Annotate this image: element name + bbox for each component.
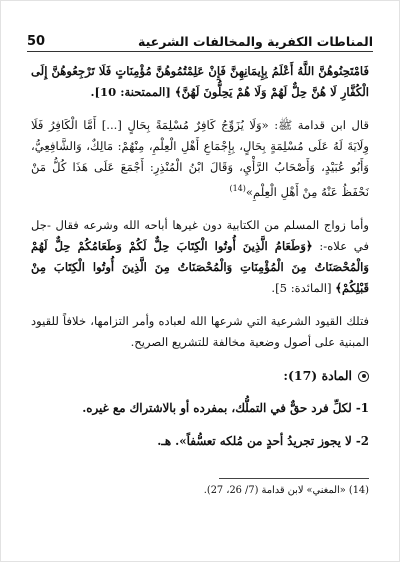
footnote-marker: (14) <box>229 184 246 193</box>
running-title: المناطات الكفرية والمخالفات الشرعية <box>137 34 373 49</box>
header-rule <box>27 51 373 52</box>
page-body <box>31 61 369 464</box>
footnote-rule <box>219 478 369 479</box>
page-header <box>27 27 373 49</box>
quran-verse-maida-ref: [المائدة: 5]. <box>271 280 336 295</box>
bullet-icon <box>358 371 369 382</box>
marriage-paragraph <box>31 215 369 299</box>
page-number: 50 <box>27 34 46 49</box>
quran-verse-mumtahana: فَامْتَحِنُوهُنَّ اللَّهُ أَعْلَمُ بِإِيمَانِهِنَّ فَإِنْ عَلِمْتُمُوهُنَّ مُؤْمِنَاتٍ فَلَا تَرْجِعُوهُنَّ إِلَى الْكُفَّارِ لَا هُنَّ حِلٌّ لَهُمْ وَلَا هُمْ يَحِلُّونَ لَهُنَّ﴾ [الممتحنة: 10]. <box>31 64 369 99</box>
ibn-qudama-quote <box>31 115 369 203</box>
article-heading <box>31 365 369 386</box>
article-item-1: 1- لكلِّ فرد حقٌّ في التملُّك، بمفرده أو بالاشتراك مع غيره. <box>82 400 369 415</box>
ibn-qudama-text: قال ابن قدامة ﷺ: «وَلَا يُزَوِّجُ كَافِرٌ مُسْلِمَةً بِحَالٍ [...] أَمَّا الْكَافِرُ فَلَا وِلَايَةَ لَهُ عَلَى مُسْلِمَةٍ بِحَالٍ، بِإِجْمَاعِ أَهْلِ الْعِلْمِ، مِنْهُمْ: مَالِكٌ، وَالشَّافِعِيُّ، وَأَبُو عُبَيْدٍ، وَأَصْحَابُ الرَّأْيِ، وَقَالَ ابْنُ الْمُنْذِرِ: أَجْمَعَ عَلَى هَذَا كُلُّ مَنْ نَحْفَظُ عَنْهُ مِنْ أَهْلِ الْعِلْمِ» <box>31 118 369 199</box>
conclusion-paragraph: فتلك القيود الشرعية التي شرعها الله لعباده وأمر التزامها، خلافاً للقيود المبنية على أصول وضعية مخالفة للتشريع الصريح. <box>31 313 369 349</box>
quran-verse-maida: ﴿وَطَعَامُ الَّذِينَ أُوتُوا الْكِتَابَ حِلٌّ لَكُمْ وَطَعَامُكُمْ حِلٌّ لَهُمْ وَالْمُحْصَنَاتُ مِنَ الْمُؤْمِنَاتِ وَالْمُحْصَنَاتُ مِنَ الَّذِينَ أُوتُوا الْكِتَابَ مِنْ قَبْلِكُمْ﴾ <box>31 238 369 295</box>
footnote: (14) «المغني» لابن قدامة (7/ 26، 27). <box>203 485 369 496</box>
article-heading-label: المادة (17): <box>283 367 352 383</box>
marriage-intro: وأما زواج المسلم من الكتابية دون غيرها أباحه الله وشرعه فقال -جل في علاه-: <box>31 217 370 253</box>
article-item-2: 2- لا يجوز تجريدُ أحدٍ من مُلكه تعسُّفاً». هـ. <box>157 433 369 448</box>
